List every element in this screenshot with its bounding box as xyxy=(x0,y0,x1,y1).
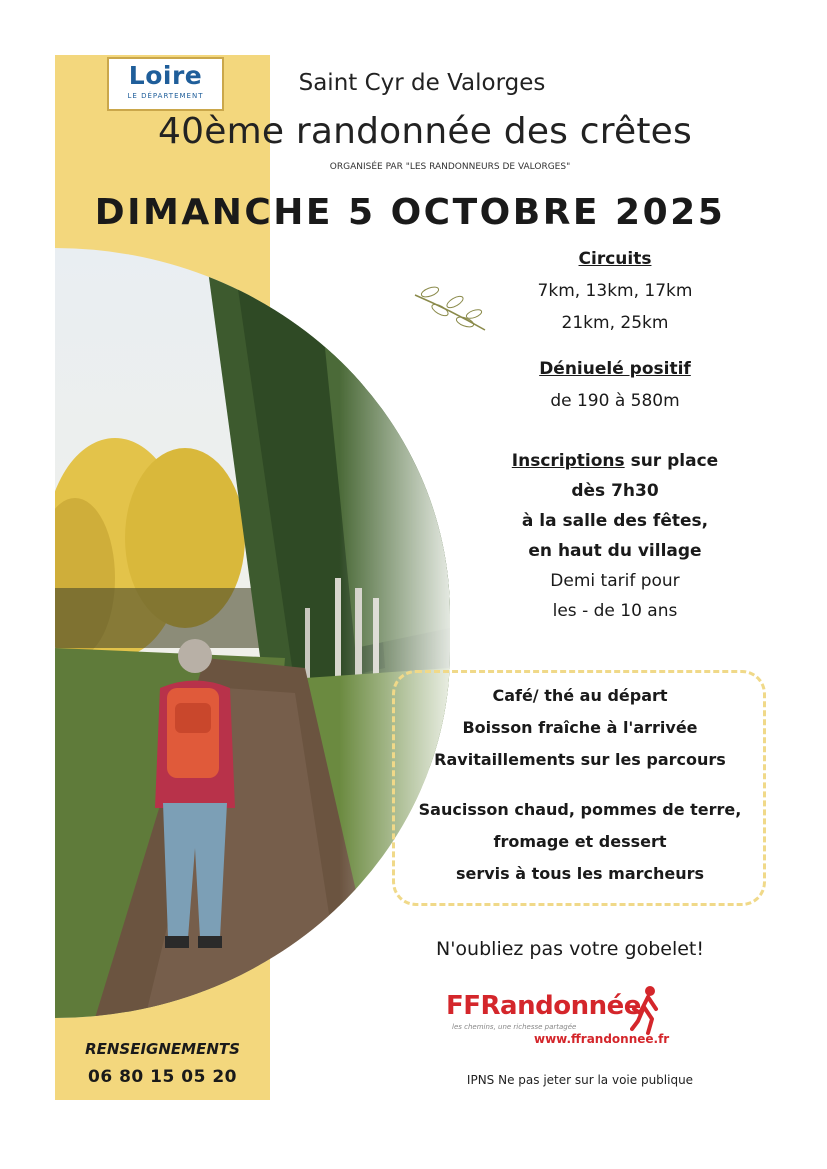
service-line-2: Boisson fraîche à l'arrivée xyxy=(462,718,698,737)
ipns-notice: IPNS Ne pas jeter sur la voie publique xyxy=(466,1073,694,1087)
info-label: RENSEIGNEMENTS xyxy=(85,1040,240,1058)
registration-heading-line xyxy=(470,446,760,476)
registration-place-1: à la salle des fêtes, xyxy=(521,511,709,531)
logo-name: Loire xyxy=(128,61,203,90)
registration-block xyxy=(470,446,760,626)
circuits-block xyxy=(470,244,760,338)
service-line-1: Café/ thé au départ xyxy=(492,686,668,705)
registration-time: dès 7h30 xyxy=(571,481,659,501)
logo-subtitle: LE DÉPARTEMENT xyxy=(127,92,204,100)
organiser-line: ORGANISÉE PAR "LES RANDONNEURS DE VALORGES" xyxy=(329,162,571,172)
cup-reminder: N'oubliez pas votre gobelet! xyxy=(436,938,704,960)
circuits-line-2: 21km, 25km xyxy=(561,313,669,333)
ffr-url[interactable]: www.ffrandonnee.fr xyxy=(534,1032,670,1046)
loire-logo xyxy=(107,57,224,111)
elevation-block xyxy=(470,354,760,416)
ffr-name: FFRandonnée xyxy=(446,991,641,1021)
elevation-heading: Déniuelé positif xyxy=(539,359,691,379)
town-name: Saint Cyr de Valorges xyxy=(298,70,546,96)
ffr-tagline: les chemins, une richesse partagée xyxy=(452,1023,577,1031)
services-list xyxy=(400,680,760,890)
service-line-5: fromage et dessert xyxy=(493,832,667,851)
registration-heading: Inscriptions xyxy=(511,451,625,471)
walker-icon xyxy=(630,985,664,1035)
event-date: DIMANCHE 5 OCTOBRE 2025 xyxy=(94,192,726,233)
hiker-photo-illustration xyxy=(55,248,450,1018)
registration-place-2: en haut du village xyxy=(528,541,702,561)
event-title: 40ème randonnée des crêtes xyxy=(158,111,692,152)
registration-heading-suffix: sur place xyxy=(624,451,719,471)
service-line-3: Ravitaillements sur les parcours xyxy=(434,750,726,769)
ffrandonnee-logo xyxy=(446,985,676,1055)
contact-phone[interactable]: 06 80 15 05 20 xyxy=(88,1067,237,1087)
registration-discount-1: Demi tarif pour xyxy=(550,571,680,591)
elevation-value: de 190 à 580m xyxy=(550,391,680,411)
circuits-line-1: 7km, 13km, 17km xyxy=(537,281,693,301)
registration-discount-2: les - de 10 ans xyxy=(552,601,678,621)
service-line-4: Saucisson chaud, pommes de terre, xyxy=(418,800,742,819)
service-line-6: servis à tous les marcheurs xyxy=(455,864,705,883)
hiker-photo xyxy=(55,248,450,1018)
circuits-heading: Circuits xyxy=(578,249,652,269)
